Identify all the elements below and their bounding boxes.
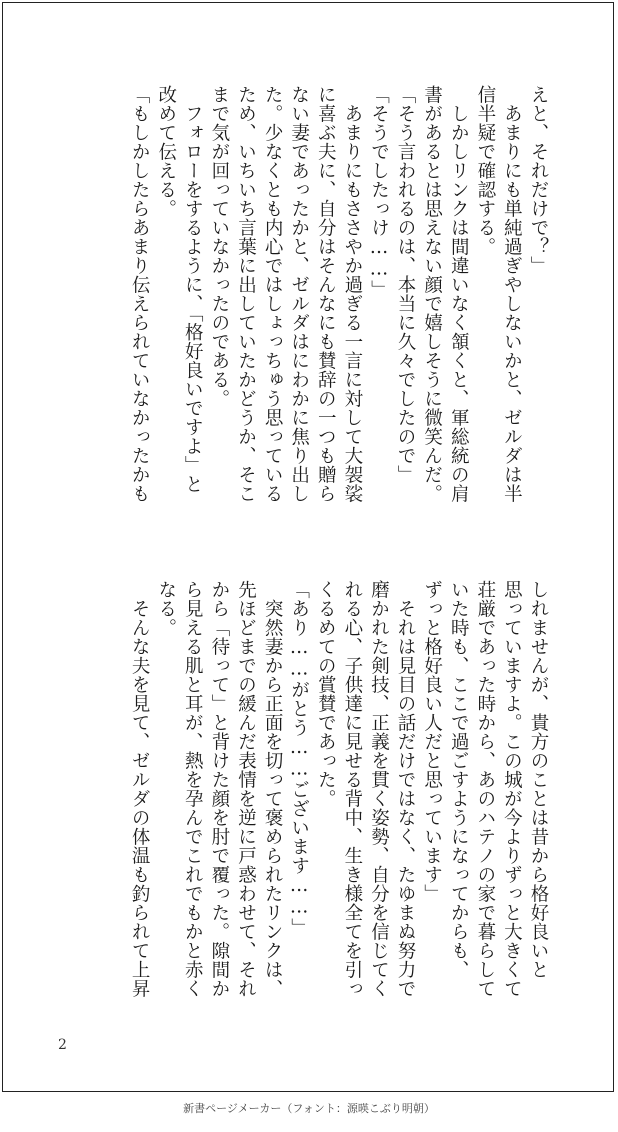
text-column: から「待って」と背けた顔を肘で覆った。隙間か	[208, 580, 230, 998]
text-column: 改めて伝える。	[155, 85, 177, 218]
text-column: 「そう言われるのは、本当に久々でしたので」	[395, 85, 417, 484]
text-column: 信半疑で確認する。	[474, 85, 496, 256]
text-column: それは見目の話だけではなく、たゆまぬ努力で	[395, 580, 417, 998]
text-column: た。少なくとも内心ではしょっちゅう思っている	[262, 85, 284, 503]
text-column: 「そうでしたっけ……」	[368, 85, 390, 299]
text-column: 「あり……がとう……ございます……」	[288, 580, 310, 937]
text-column: なる。	[155, 580, 177, 637]
text-column: 思っていますよ。この城が今よりずっと大きくて	[501, 580, 523, 998]
text-column: くるめての賞賛であった。	[315, 580, 337, 808]
text-column: ため、いちいち言葉に出していたかどうか、そこ	[235, 85, 257, 503]
text-column: しれませんが、貴方のことは昔から格好良いと	[528, 580, 549, 979]
text-column: フォローをするように、「格好良いですよ」と	[182, 85, 204, 494]
text-column: ない妻であったかと、ゼルダはにわかに焦り出し	[288, 85, 310, 503]
text-column: 先ほどまでの緩んだ表情を逆に戸惑わせて、それ	[235, 580, 257, 998]
text-column: えと、それだけで？」	[528, 85, 549, 275]
page-frame	[2, 2, 614, 1092]
text-column: れる心、子供達に見せる背中、生き様全てを引っ	[341, 580, 363, 998]
footer-credit: 新書ページメーカー（フォント：源暎こぶり明朝）	[183, 1102, 435, 1115]
text-column: ずっと格好良い人だと思っています」	[421, 580, 443, 903]
text-column: 「もしかしたらあまり伝えられていなかったかも	[129, 85, 151, 503]
text-column: あまりにも単純過ぎやしないかと、ゼルダは半	[501, 85, 523, 503]
upper-text-block	[126, 85, 552, 530]
text-column: まで気が回っていなかったのである。	[208, 85, 230, 408]
text-column: しかしリンクは間違いなく頷くと、軍総統の肩	[448, 85, 470, 503]
text-column: 突然妻から正面を切って褒められたリンクは、	[262, 580, 284, 998]
text-column: そんな夫を見て、ゼルダの体温も釣られて上昇	[129, 580, 151, 998]
text-column: いた時も、ここで過ごすようになってからも、	[448, 580, 470, 979]
text-column: ら見える肌と耳が、熱を孕んでこれでもかと赤く	[182, 580, 204, 998]
text-column: に喜ぶ夫に、自分はそんなにも賛辞の一つも贈ら	[315, 85, 337, 503]
text-column: 荘厳であった時から、あのハテノの家で暮らして	[474, 580, 496, 998]
lower-text-block	[126, 580, 552, 1025]
text-column: 書があるとは思えない顔で嬉しそうに微笑んだ。	[421, 85, 443, 503]
text-column: 磨かれた剣技、正義を貫く姿勢、自分を信じてく	[368, 580, 390, 998]
page-number: 2	[58, 1037, 67, 1053]
text-column: あまりにもささやか過ぎる一言に対して大袈裟	[341, 85, 363, 503]
